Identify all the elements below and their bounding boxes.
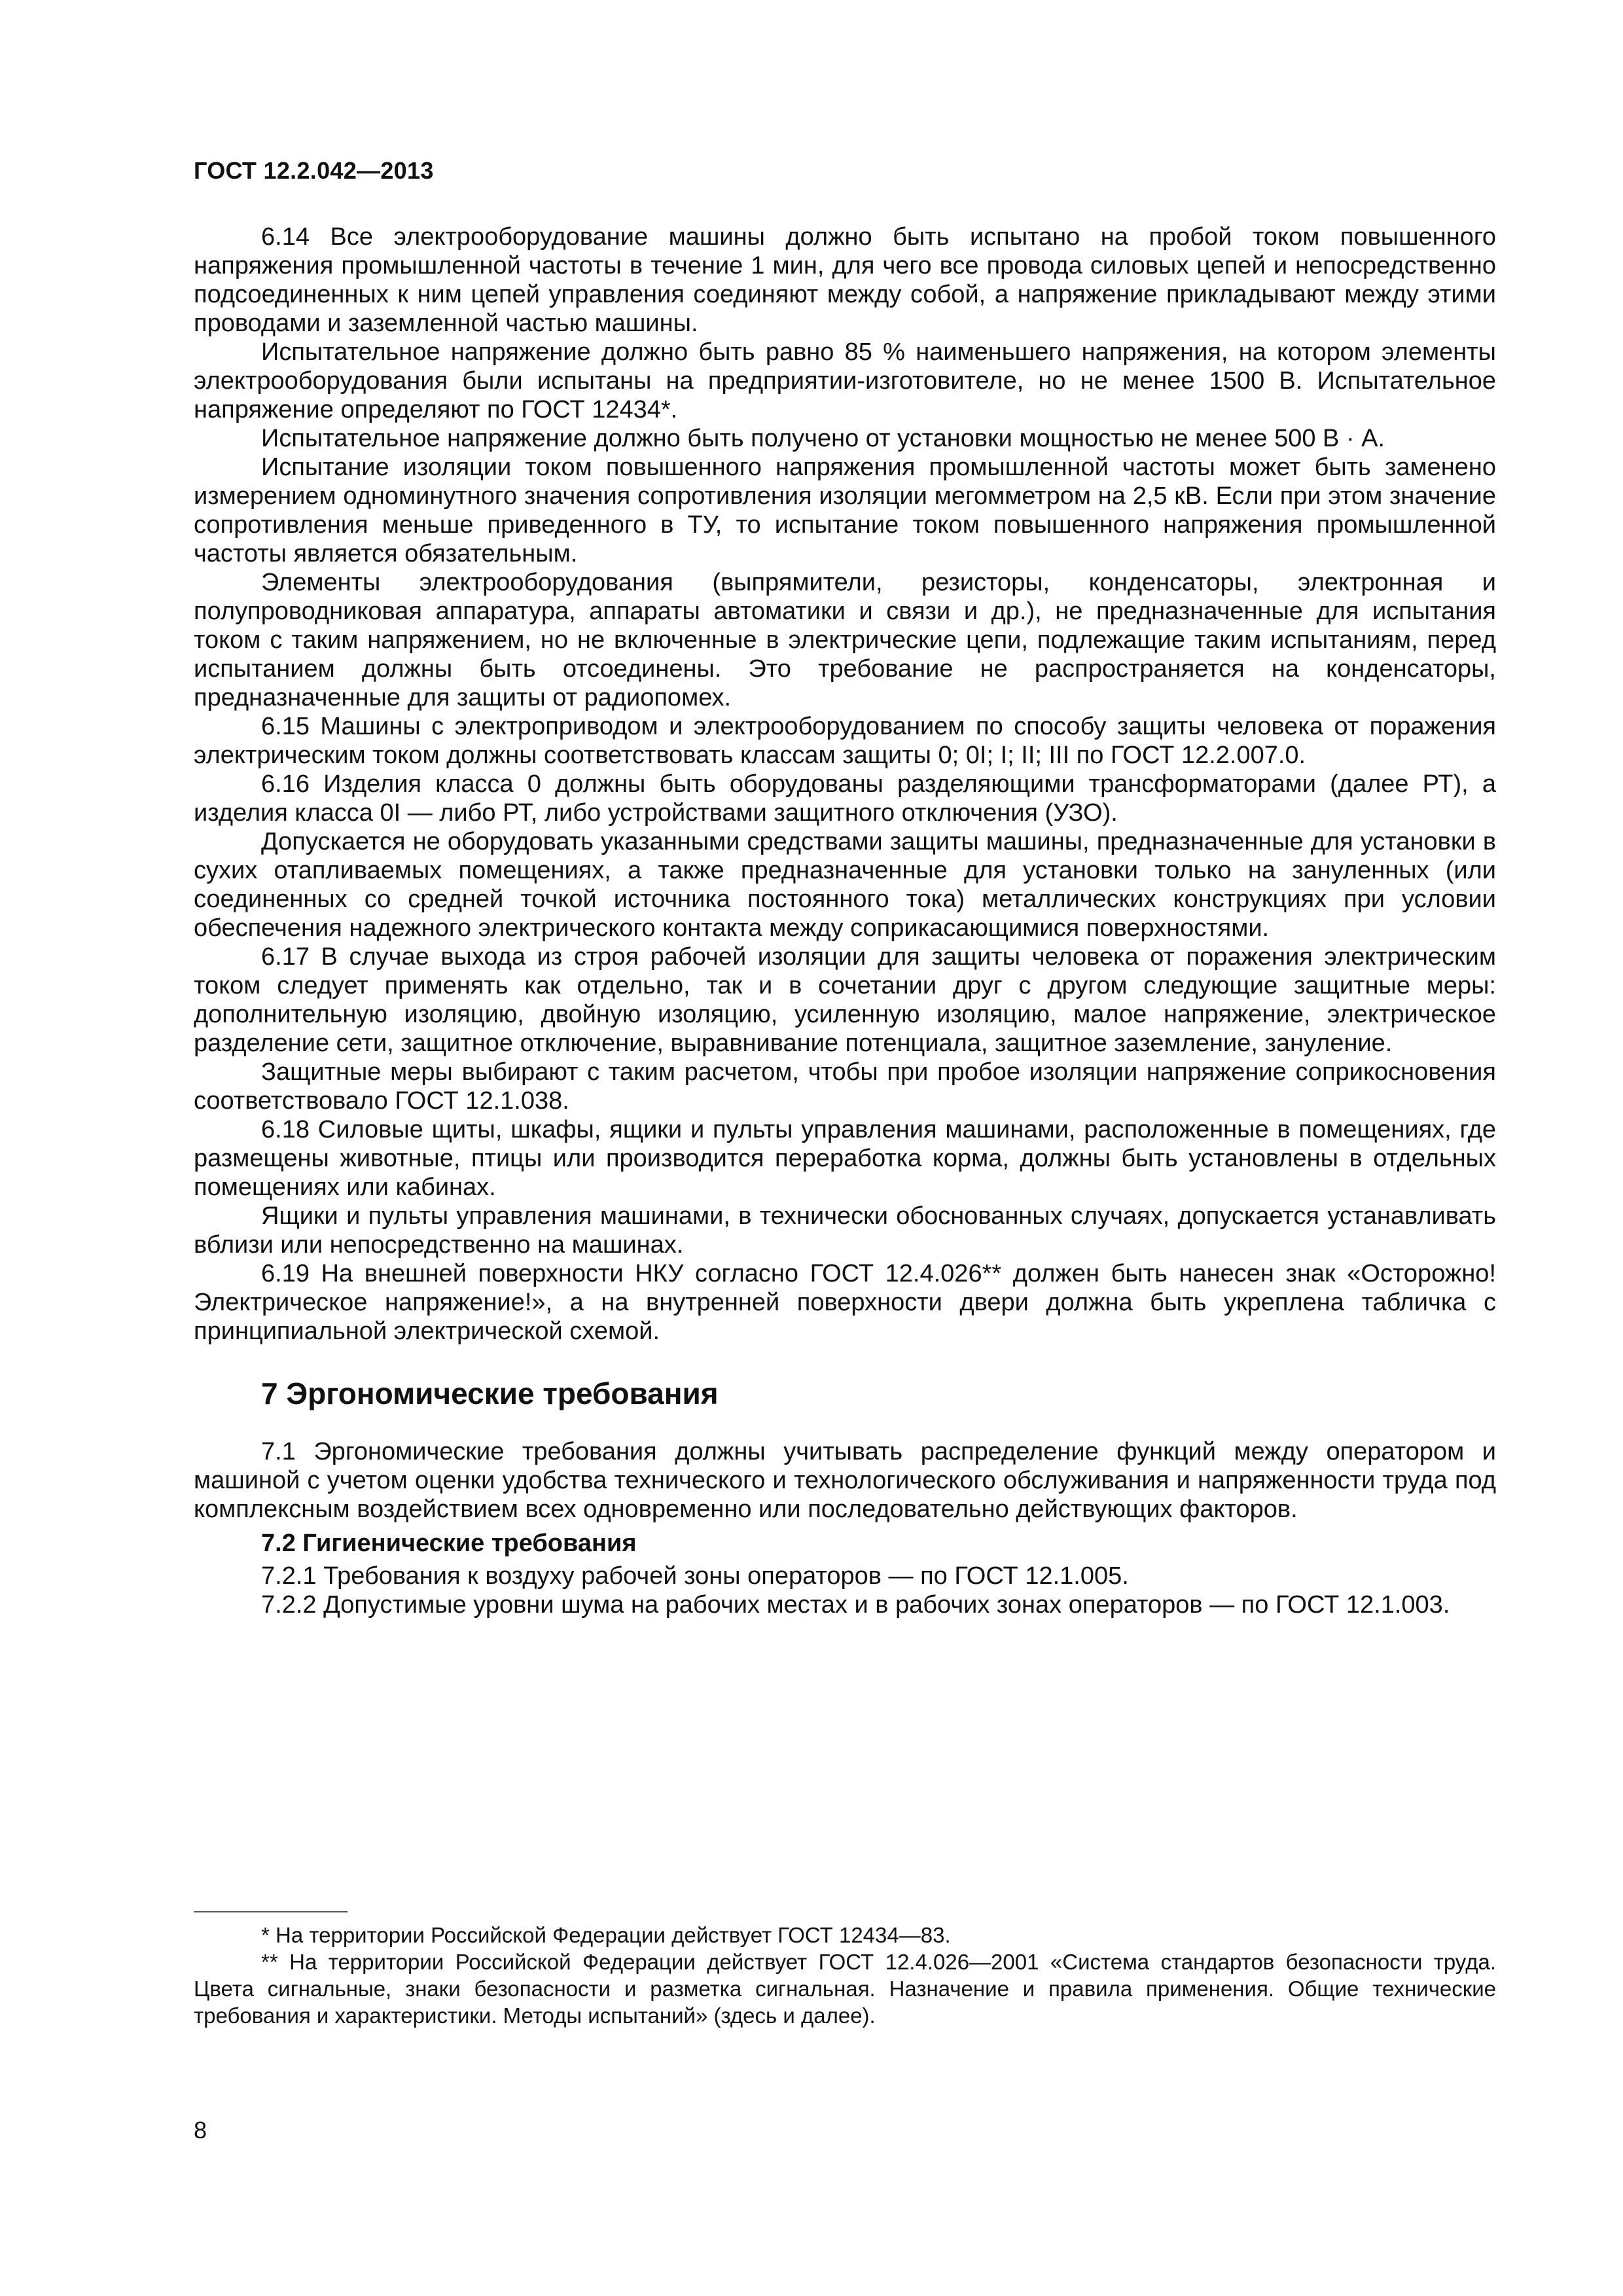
section-7-title: 7 Эргономические требования — [261, 1376, 719, 1410]
footnote-1: * На территории Российской Федерации действует ГОСТ 12434—83. — [261, 1923, 951, 1947]
page-number: 8 — [194, 2117, 207, 2144]
paragraph-7-2-1: 7.2.1 Требования к воздуху рабочей зоны операторов — по ГОСТ 12.1.005. — [261, 1562, 1129, 1590]
paragraph-test-voltage: Испытательное напряжение должно быть равно 85 % наименьшего напряжения, на котором элементы электрооборудования были испытаны на предприятии-изготовителе, но не менее 1500 В. Испытательное напряжение определяют по ГОСТ 12434*. — [194, 338, 1496, 423]
subsection-7-2-title: 7.2 Гигиенические требования — [261, 1530, 637, 1557]
main-content — [194, 223, 1496, 1619]
paragraph-6-19: 6.19 На внешней поверхности НКУ согласно ГОСТ 12.4.026** должен быть нанесен знак «Осторожно! Электрическое напряжение!», а на внутренней поверхности двери должна быть укреплена табличка с принципиальной электрической схемой. — [194, 1260, 1496, 1345]
footnote-2: ** На территории Российской Федерации действует ГОСТ 12.4.026—2001 «Система стандартов безопасности труда. Цвета сигнальные, знаки безопасности и разметка сигнальная. Назначение и правила применения. Общие технические требования и характеристики. Методы испытаний» (здесь и далее). — [194, 1950, 1496, 2028]
paragraph-equipment-elements: Элементы электрооборудования (выпрямители, резисторы, конденсаторы, электронная и полупроводниковая аппаратура, аппараты автоматики и связи и др.), не предназначенные для испытания током с таким напряжением, но не включенные в электрические цепи, подлежащие таким испытаниям, перед испытанием должны быть отсоединены. Это требование не распространяется на конденсаторы, предназначенные для защиты от радиопомех. — [194, 569, 1496, 711]
paragraph-control-panels: Ящики и пульты управления машинами, в технически обоснованных случаях, допускается устанавливать вблизи или непосредственно на машинах. — [194, 1202, 1496, 1259]
paragraph-insulation-test: Испытание изоляции током повышенного напряжения промышленной частоты может быть заменено измерением одноминутного значения сопротивления изоляции мегомметром на 2,5 кВ. Если при этом значение сопротивления меньше приведенного в ТУ, то испытание током повышенного напряжения промышленной частоты является обязательным. — [194, 454, 1496, 567]
document-header: ГОСТ 12.2.042—2013 — [194, 157, 434, 184]
paragraph-6-14: 6.14 Все электрооборудование машины должно быть испытано на пробой током повышенного напряжения промышленной частоты в течение 1 мин, для чего все провода силовых цепей и непосредственно подсоединенных к ним цепей управления соединяют между собой, а напряжение прикладывают между этими проводами и заземленной частью машины. — [194, 223, 1496, 337]
paragraph-7-1: 7.1 Эргономические требования должны учитывать распределение функций между оператором и машиной с учетом оценки удобства технического и технологического обслуживания и напряженности труда под комплексным воздействием всех одновременно или последовательно действующих факторов. — [194, 1438, 1496, 1523]
paragraph-power-source: Испытательное напряжение должно быть получено от установки мощностью не менее 500 В · А. — [261, 425, 1385, 452]
paragraph-protection-exception: Допускается не оборудовать указанными средствами защиты машины, предназначенные для установки в сухих отапливаемых помещениях, а также предназначенные для установки только на зануленных (или соединенных со средней точкой источника постоянного тока) металлических конструкциях при условии обеспечения надежного электрического контакта между соприкасающимися поверхностями. — [194, 828, 1496, 942]
paragraph-6-15: 6.15 Машины с электроприводом и электрооборудованием по способу защиты человека от поражения электрическим током должны соответствовать классам защиты 0; 0I; I; II; III по ГОСТ 12.2.007.0. — [194, 713, 1496, 769]
paragraph-6-17: 6.17 В случае выхода из строя рабочей изоляции для защиты человека от поражения электрическим током следует применять как отдельно, так и в сочетании друг с другом следующие защитные меры: дополнительную изоляцию, двойную изоляцию, усиленную изоляцию, малое напряжение, электрическое разделение сети, защитное отключение, выравнивание потенциала, защитное заземление, зануление. — [194, 943, 1496, 1057]
paragraph-protective-measures: Защитные меры выбирают с таким расчетом, чтобы при пробое изоляции напряжение соприкосновения соответствовало ГОСТ 12.1.038. — [194, 1058, 1496, 1115]
paragraph-7-2-2: 7.2.2 Допустимые уровни шума на рабочих местах и в рабочих зонах операторов — по ГОСТ 12.1.003. — [261, 1591, 1450, 1619]
paragraph-6-18: 6.18 Силовые щиты, шкафы, ящики и пульты управления машинами, расположенные в помещениях, где размещены животные, птицы или производится переработка корма, должны быть установлены в отдельных помещениях или кабинах. — [194, 1116, 1496, 1201]
footnote-divider — [194, 1911, 348, 1912]
footnotes — [194, 1911, 1496, 2029]
paragraph-6-16: 6.16 Изделия класса 0 должны быть оборудованы разделяющими трансформаторами (далее РТ), а изделия класса 0I — либо РТ, либо устройствами защитного отключения (УЗО). — [194, 770, 1496, 827]
